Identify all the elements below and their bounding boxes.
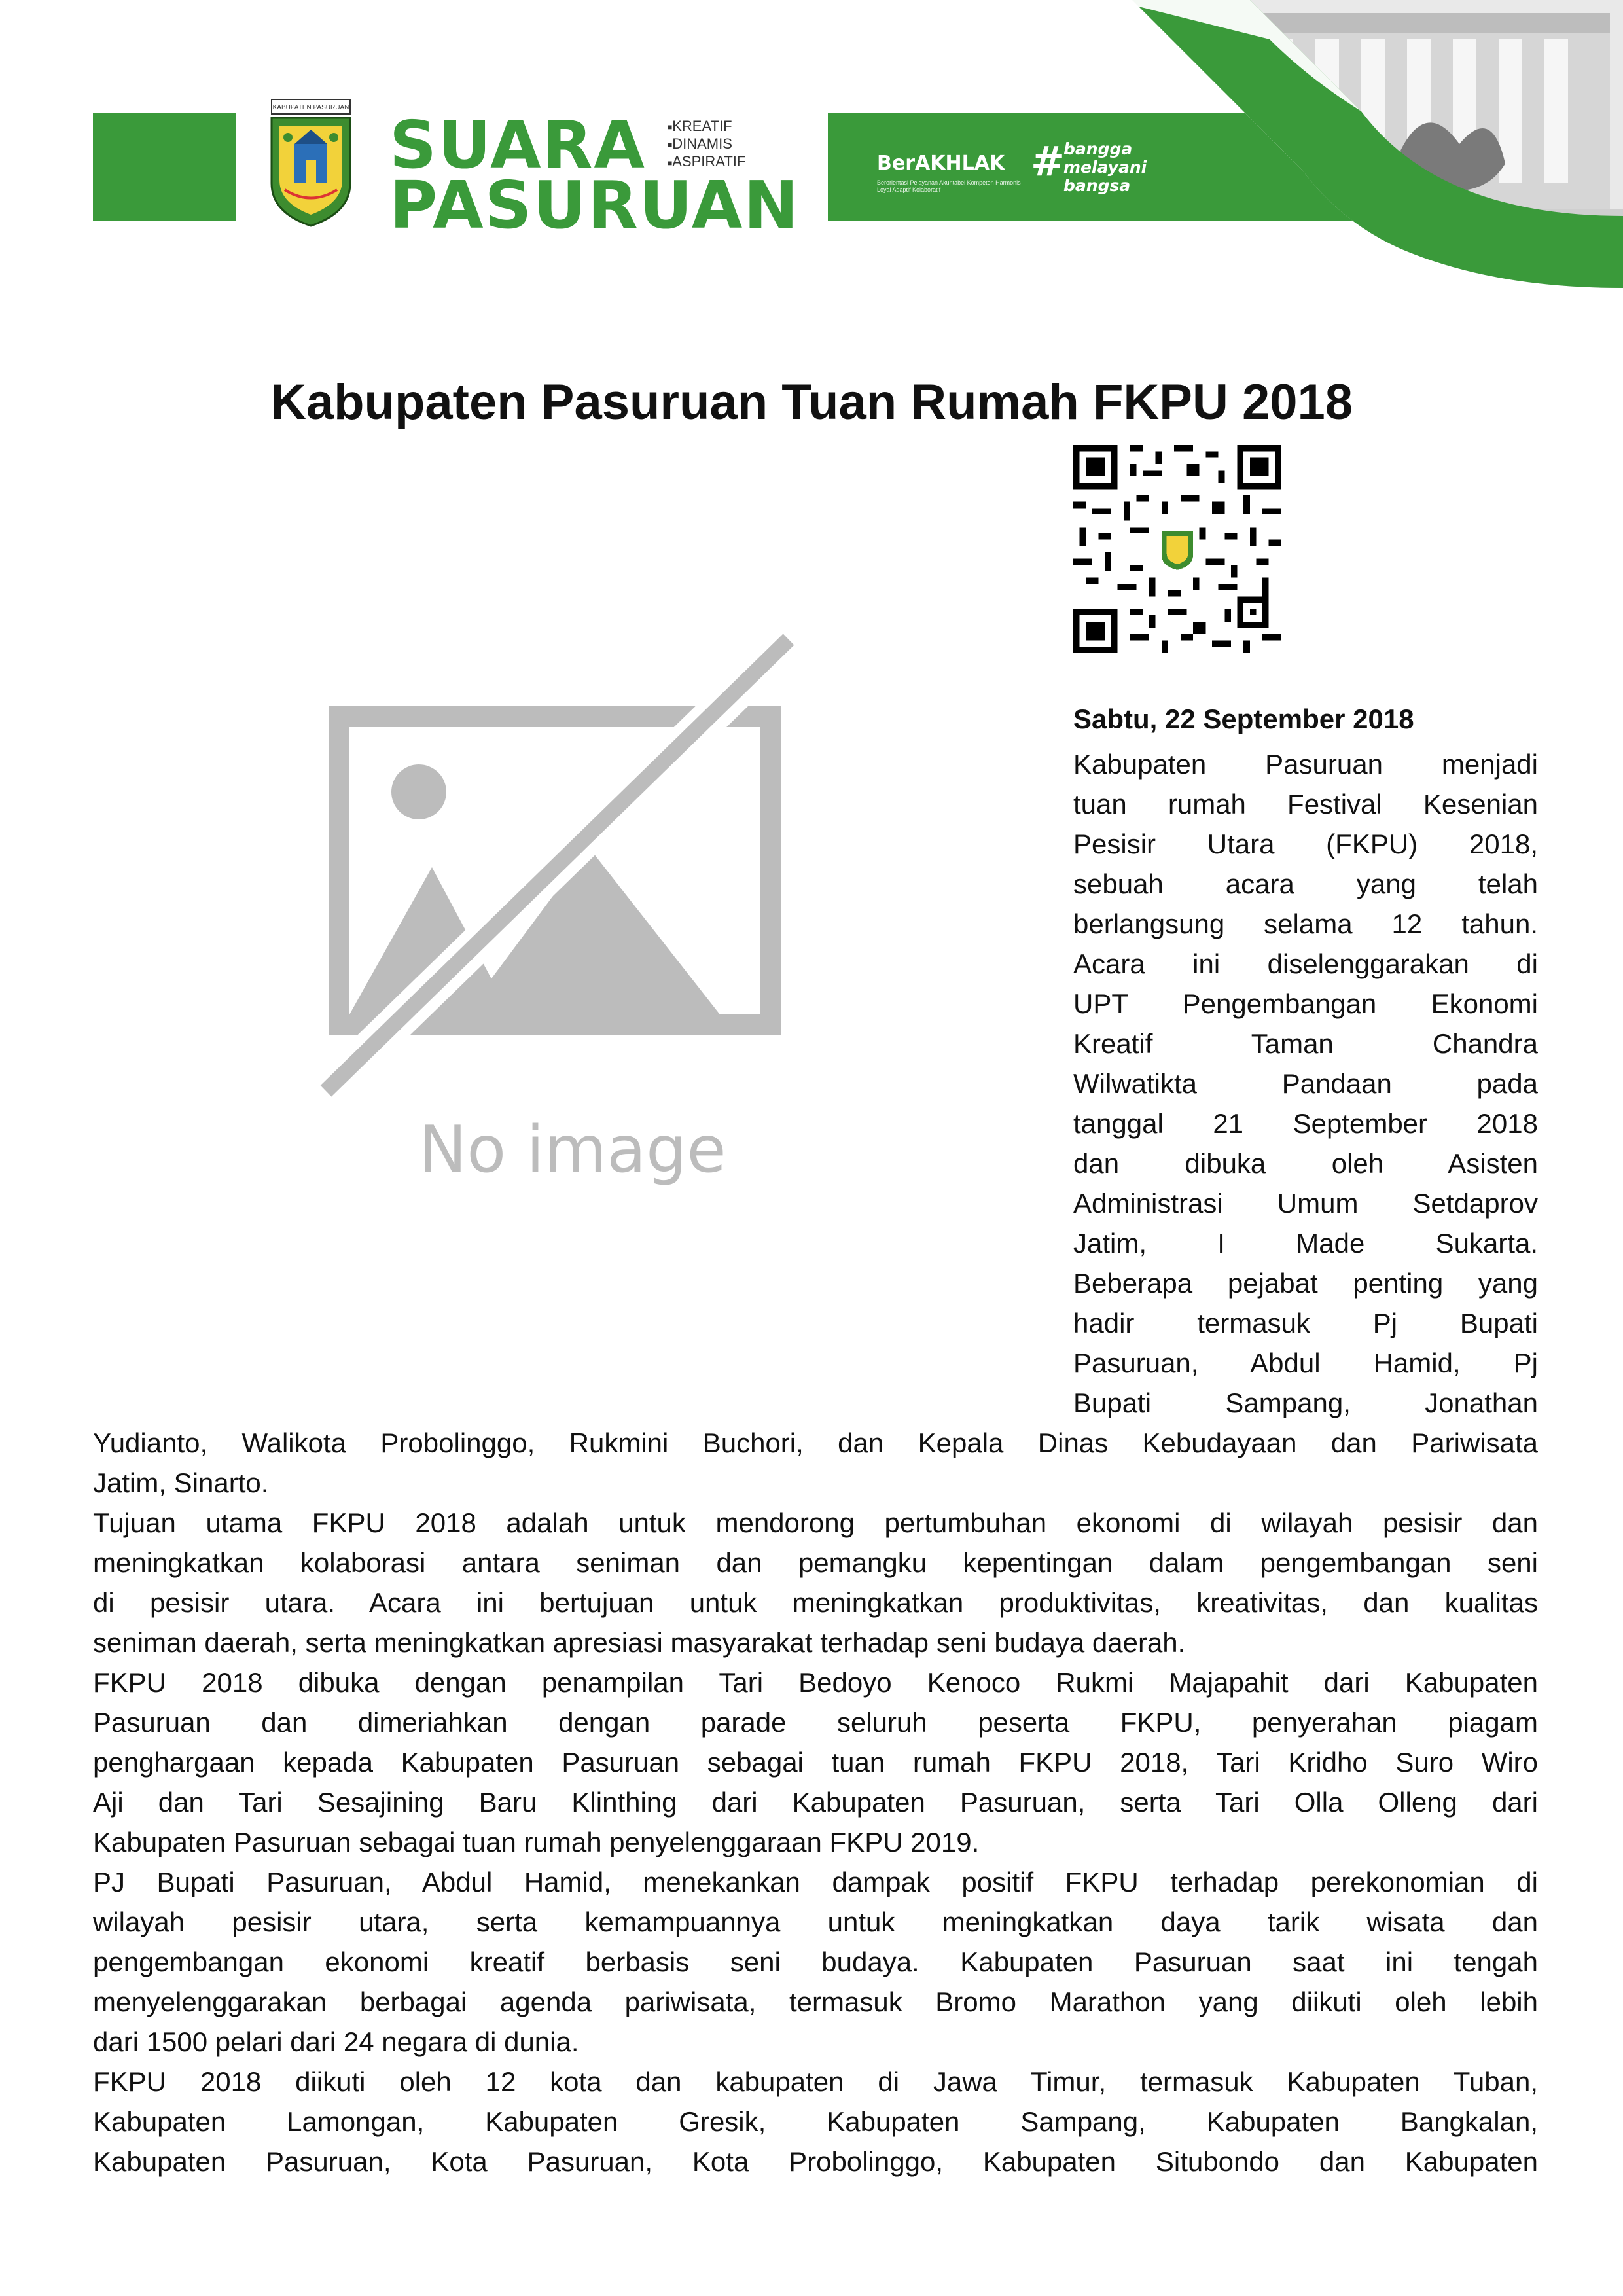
body-line: Tujuan utama FKPU 2018 adalah untuk mendorong pertumbuhan ekonomi di wilayah pesisir dan (93, 1507, 1538, 1538)
body-line: Pesisir Utara (FKPU) 2018, (1073, 829, 1538, 859)
body-line: hadir termasuk Pj Bupati (1073, 1308, 1538, 1338)
body-line: Kabupaten Pasuruan, Kota Pasuruan, Kota Probolinggo, Kabupaten Situbondo dan Kabupaten (93, 2146, 1538, 2177)
no-image-label: No image (419, 1113, 726, 1187)
body-line: dan dibuka oleh Asisten (1073, 1148, 1538, 1179)
body-line: tanggal 21 September 2018 (1073, 1108, 1538, 1139)
body-line: Yudianto, Walikota Probolinggo, Rukmini Buchori, dan Kepala Dinas Kebudayaan dan Pariwisata (93, 1427, 1538, 1458)
body-line: Bupati Sampang, Jonathan (1073, 1388, 1538, 1418)
body-line: Jatim, Sinarto. (93, 1467, 269, 1498)
body-line: PJ Bupati Pasuruan, Abdul Hamid, menekankan dampak positif FKPU terhadap perekonomian di (93, 1867, 1538, 1897)
body-line: FKPU 2018 diikuti oleh 12 kota dan kabupaten di Jawa Timur, termasuk Kabupaten Tuban, (93, 2066, 1538, 2097)
bangga-line-2: melayani (1063, 158, 1147, 177)
body-line: di pesisir utara. Acara ini bertujuan untuk meningkatkan produktivitas, kreativitas, dan kualitas (93, 1587, 1538, 1618)
hashtag-icon: # (1031, 137, 1065, 185)
brand-taglines (668, 118, 745, 171)
body-line: Administrasi Umum Setdaprov (1073, 1188, 1538, 1219)
brand-line-1: SUARA (389, 107, 646, 183)
bangga-melayani-bangsa (1063, 140, 1147, 195)
brand-line-2: PASURUAN (389, 167, 800, 243)
svg-text:KABUPATEN PASURUAN: KABUPATEN PASURUAN (272, 104, 349, 111)
article-date: Sabtu, 22 September 2018 (1073, 704, 1414, 734)
body-line: Kreatif Taman Chandra (1073, 1028, 1538, 1059)
body-line: dari 1500 pelari dari 24 negara di dunia. (93, 2026, 579, 2057)
article-title: Kabupaten Pasuruan Tuan Rumah FKPU 2018 (270, 374, 1353, 430)
bangga-line-3: bangsa (1063, 176, 1131, 195)
body-line: pengembangan ekonomi kreatif berbasis seni budaya. Kabupaten Pasuruan saat ini tengah (93, 1946, 1538, 1977)
body-line: FKPU 2018 dibuka dengan penampilan Tari Bedoyo Kenoco Rukmi Majapahit dari Kabupaten (93, 1667, 1538, 1698)
tagline-2: ■ DINAMIS (668, 135, 745, 153)
body-line: Jatim, I Made Sukarta. (1073, 1228, 1538, 1259)
body-line: meningkatkan kolaborasi antara seniman dan pemangku kepentingan dalam pengembangan seni (93, 1547, 1538, 1578)
body-line: menyelenggarakan berbagai agenda pariwisata, termasuk Bromo Marathon yang diikuti oleh lebih (93, 1986, 1538, 2017)
berakhlak-logo: BerAKHLAK (877, 152, 1005, 175)
tagline-1: ■ KREATIF (668, 118, 745, 135)
body-line: tuan rumah Festival Kesenian (1073, 789, 1538, 819)
body-line: Acara ini diselenggarakan di (1073, 948, 1538, 979)
page-header (0, 0, 1623, 288)
body-line: penghargaan kepada Kabupaten Pasuruan sebagai tuan rumah FKPU 2018, Tari Kridho Suro Wiro (93, 1747, 1538, 1778)
body-line: seniman daerah, serta meningkatkan apresiasi masyarakat terhadap seni budaya daerah. (93, 1627, 1186, 1658)
berakhlak-subtitle: Berorientasi Pelayanan Akuntabel Kompeten Harmonis Loyal Adaptif Kolaboratif (877, 179, 1021, 193)
body-line: Aji dan Tari Sesajining Baru Klinthing dari Kabupaten Pasuruan, serta Tari Olla Olleng dari (93, 1787, 1538, 1818)
body-line: berlangsung selama 12 tahun. (1073, 908, 1538, 939)
body-line: Kabupaten Pasuruan menjadi (1073, 749, 1538, 780)
bangga-line-1: bangga (1063, 139, 1133, 158)
body-line: Kabupaten Lamongan, Kabupaten Gresik, Kabupaten Sampang, Kabupaten Bangkalan, (93, 2106, 1538, 2137)
body-line: sebuah acara yang telah (1073, 869, 1538, 899)
qr-code (1073, 445, 1281, 653)
header-green-bar-left (93, 113, 236, 221)
body-line: Pasuruan dan dimeriahkan dengan parade seluruh peserta FKPU, penyerahan piagam (93, 1707, 1538, 1738)
body-line: Wilwatikta Pandaan pada (1073, 1068, 1538, 1099)
body-line: Pasuruan, Abdul Hamid, Pj (1073, 1348, 1538, 1378)
body-line: Beberapa pejabat penting yang (1073, 1268, 1538, 1299)
body-line: wilayah pesisir utara, serta kemampuannya untuk meningkatkan daya tarik wisata dan (93, 1907, 1538, 1937)
kabupaten-pasuruan-emblem-icon (265, 98, 357, 228)
tagline-3: ■ ASPIRATIF (668, 153, 745, 171)
body-line: Kabupaten Pasuruan sebagai tuan rumah penyelenggaraan FKPU 2019. (93, 1827, 980, 1857)
body-line: UPT Pengembangan Ekonomi (1073, 988, 1538, 1019)
